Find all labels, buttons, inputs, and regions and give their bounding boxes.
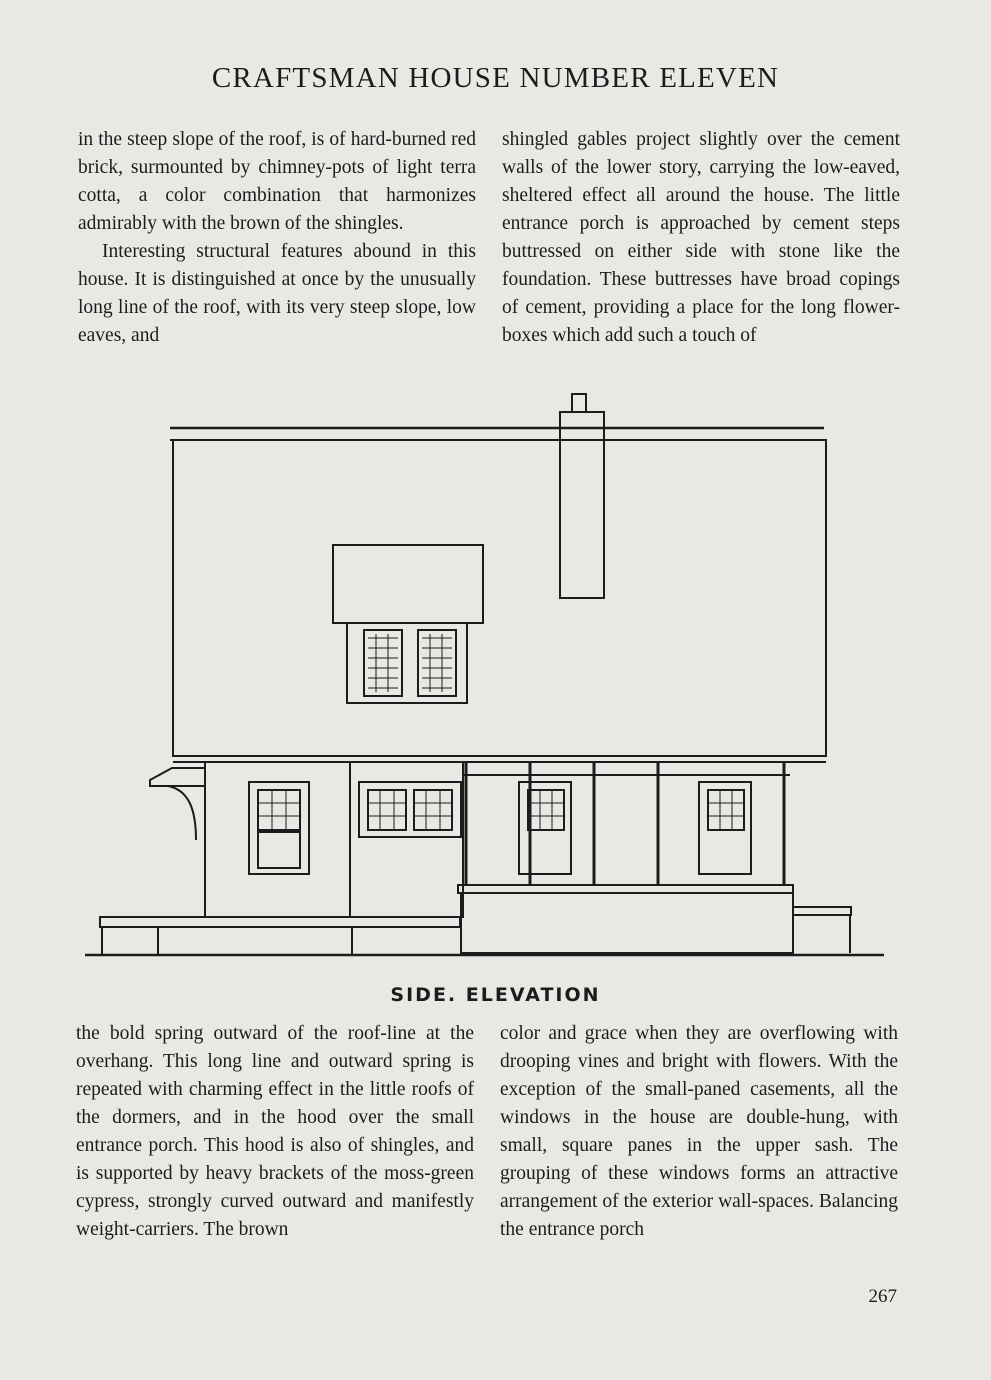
dormer-roof xyxy=(333,545,483,623)
paragraph: the bold spring outward of the roof-line at the overhang. This long line and outward spring is repeated with charming effect in the little roofs of the dormers, and in the hood over the small entrance porch. This hood is also of shingles, and is supported by heavy brackets of the moss-green cypress, strongly curved outward and manifestly weight-carriers. The brown xyxy=(76,1023,474,1240)
lower-wall xyxy=(205,762,463,917)
page-number: 267 xyxy=(868,1286,897,1307)
paragraph: in the steep slope of the roof, is of hard-burned red brick, surmounted by chimney-pots of light terra cotta, a color combination that harmonizes admirably with the brown of the shingles. xyxy=(78,129,476,234)
paragraph: Interesting structural features abound in this house. It is distinguished at once by the unusually long line of the roof, with its very steep slope, low eaves, and xyxy=(78,241,476,346)
terrace-left xyxy=(100,917,460,927)
terrace-right xyxy=(793,907,851,915)
text-column-bottom-left xyxy=(76,1020,474,1244)
paragraph: color and grace when they are overflowing with drooping vines and bright with flowers. With the exception of the small-paned casements, all the windows in the house are double-hung, with small, square panes in the upper sash. The grouping of these windows forms an attractive arrangement of the exterior wall-spaces. Balancing the entrance porch xyxy=(500,1023,898,1240)
porch-posts xyxy=(466,762,784,885)
text-column-top-right xyxy=(502,126,900,350)
porch-floor xyxy=(458,885,793,893)
roof xyxy=(173,440,826,756)
hood-bracket xyxy=(168,786,196,840)
page-title: CRAFTSMAN HOUSE NUMBER ELEVEN xyxy=(211,62,780,94)
porch-base xyxy=(461,893,793,953)
paragraph: shingled gables project slightly over the cement walls of the lower story, carrying the low-eaved, sheltered effect all around the house. The little entrance porch is approached by cement steps buttressed on either side with stone like the foundation. These buttresses have broad copings of cement, providing a place for the long flower-boxes which add such a touch of xyxy=(502,129,900,346)
entrance-hood xyxy=(150,768,205,786)
text-column-top-left xyxy=(78,126,476,350)
text-column-bottom-right xyxy=(500,1020,898,1244)
side-elevation-drawing xyxy=(80,385,900,975)
chimney-pot xyxy=(572,394,586,412)
figure-caption: SIDE. ELEVATION xyxy=(390,984,601,1006)
